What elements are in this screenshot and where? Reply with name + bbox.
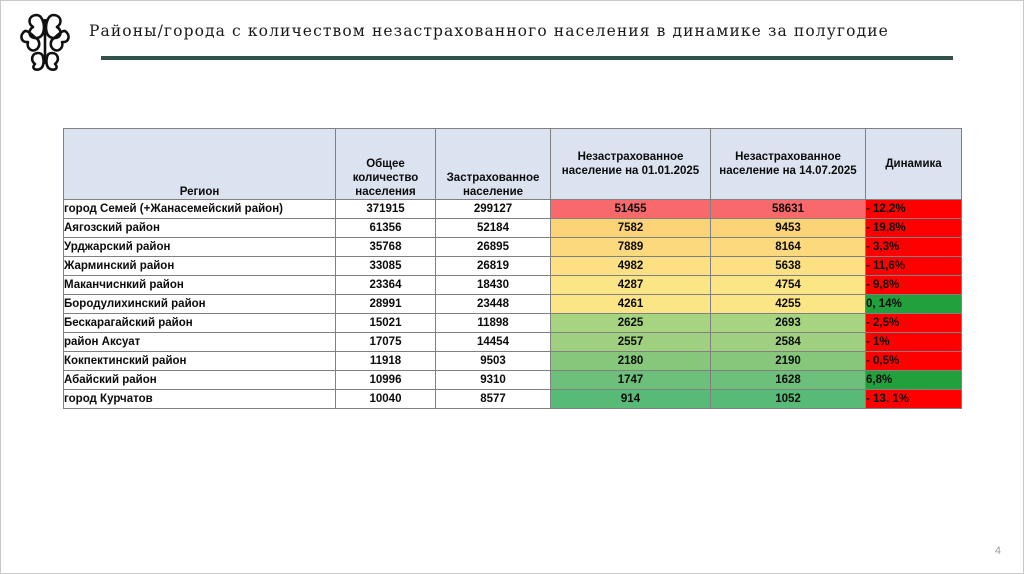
cell-uninsured-jul: 2693	[711, 314, 866, 333]
title-underline-rule	[101, 56, 953, 60]
cell-insured: 9310	[436, 371, 551, 390]
cell-uninsured-jan: 1747	[551, 371, 711, 390]
cell-region: район Аксуат	[64, 333, 336, 352]
column-header-dynamics: Динамика	[866, 129, 962, 200]
cell-dynamics: - 12,2%	[866, 200, 962, 219]
cell-insured: 14454	[436, 333, 551, 352]
cell-uninsured-jan: 51455	[551, 200, 711, 219]
table-body	[64, 200, 962, 409]
cell-total: 33085	[336, 257, 436, 276]
cell-dynamics: - 11,6%	[866, 257, 962, 276]
cell-insured: 11898	[436, 314, 551, 333]
page-number: 4	[994, 545, 1001, 557]
cell-region: Жарминский район	[64, 257, 336, 276]
cell-total: 17075	[336, 333, 436, 352]
cell-dynamics: - 3,3%	[866, 238, 962, 257]
cell-insured: 9503	[436, 352, 551, 371]
cell-uninsured-jan: 4287	[551, 276, 711, 295]
cell-total: 15021	[336, 314, 436, 333]
cell-uninsured-jul: 2584	[711, 333, 866, 352]
cell-total: 61356	[336, 219, 436, 238]
cell-uninsured-jan: 4982	[551, 257, 711, 276]
cell-uninsured-jan: 7582	[551, 219, 711, 238]
column-header-region: Регион	[64, 129, 336, 200]
cell-insured: 26895	[436, 238, 551, 257]
data-table	[63, 128, 962, 409]
cell-region: Абайский район	[64, 371, 336, 390]
table-row	[64, 200, 962, 219]
cell-region: Маканчиснкий район	[64, 276, 336, 295]
cell-uninsured-jan: 7889	[551, 238, 711, 257]
cell-insured: 8577	[436, 390, 551, 409]
cell-uninsured-jan: 2625	[551, 314, 711, 333]
column-header-total: Общее количество населения	[336, 129, 436, 200]
cell-uninsured-jul: 2190	[711, 352, 866, 371]
cell-uninsured-jul: 1628	[711, 371, 866, 390]
uninsured-population-table	[63, 128, 962, 409]
table-row	[64, 390, 962, 409]
cell-insured: 52184	[436, 219, 551, 238]
organization-emblem-icon	[15, 9, 75, 71]
column-header-insured: Застрахованное население	[436, 129, 551, 200]
cell-uninsured-jul: 9453	[711, 219, 866, 238]
cell-total: 371915	[336, 200, 436, 219]
column-header-uninsured-jul: Незастрахованное население на 14.07.2025	[711, 129, 866, 200]
cell-uninsured-jul: 4754	[711, 276, 866, 295]
cell-insured: 299127	[436, 200, 551, 219]
column-header-uninsured-jan: Незастрахованное население на 01.01.2025	[551, 129, 711, 200]
cell-dynamics: - 2,5%	[866, 314, 962, 333]
cell-total: 10040	[336, 390, 436, 409]
cell-total: 35768	[336, 238, 436, 257]
cell-region: Кокпектинский район	[64, 352, 336, 371]
table-row	[64, 314, 962, 333]
cell-region: город Семей (+Жанасемейский район)	[64, 200, 336, 219]
cell-total: 23364	[336, 276, 436, 295]
table-row	[64, 238, 962, 257]
cell-region: Урджарский район	[64, 238, 336, 257]
cell-total: 11918	[336, 352, 436, 371]
cell-dynamics: 0, 14%	[866, 295, 962, 314]
cell-dynamics: - 0,5%	[866, 352, 962, 371]
cell-total: 10996	[336, 371, 436, 390]
cell-uninsured-jan: 2557	[551, 333, 711, 352]
table-header-row	[64, 129, 962, 200]
cell-uninsured-jan: 4261	[551, 295, 711, 314]
cell-region: Аягозский район	[64, 219, 336, 238]
cell-total: 28991	[336, 295, 436, 314]
slide-header	[1, 1, 1024, 97]
cell-dynamics: 6,8%	[866, 371, 962, 390]
cell-region: Бескарагайский район	[64, 314, 336, 333]
cell-insured: 26819	[436, 257, 551, 276]
cell-dynamics: - 13, 1%	[866, 390, 962, 409]
table-row	[64, 257, 962, 276]
table-row	[64, 219, 962, 238]
cell-uninsured-jul: 5638	[711, 257, 866, 276]
cell-uninsured-jul: 4255	[711, 295, 866, 314]
cell-insured: 23448	[436, 295, 551, 314]
cell-region: город Курчатов	[64, 390, 336, 409]
page-title: Районы/города с количеством незастрахованного населения в динамике за полугодие	[89, 22, 889, 40]
table-row	[64, 371, 962, 390]
table-header	[64, 129, 962, 200]
table-row	[64, 352, 962, 371]
cell-dynamics: - 19,8%	[866, 219, 962, 238]
cell-uninsured-jul: 58631	[711, 200, 866, 219]
cell-uninsured-jan: 914	[551, 390, 711, 409]
cell-dynamics: - 9,8%	[866, 276, 962, 295]
table-row	[64, 333, 962, 352]
table-row	[64, 295, 962, 314]
cell-uninsured-jul: 8164	[711, 238, 866, 257]
cell-region: Бородулихинский район	[64, 295, 336, 314]
cell-uninsured-jan: 2180	[551, 352, 711, 371]
table-row	[64, 276, 962, 295]
cell-dynamics: - 1%	[866, 333, 962, 352]
cell-insured: 18430	[436, 276, 551, 295]
cell-uninsured-jul: 1052	[711, 390, 866, 409]
